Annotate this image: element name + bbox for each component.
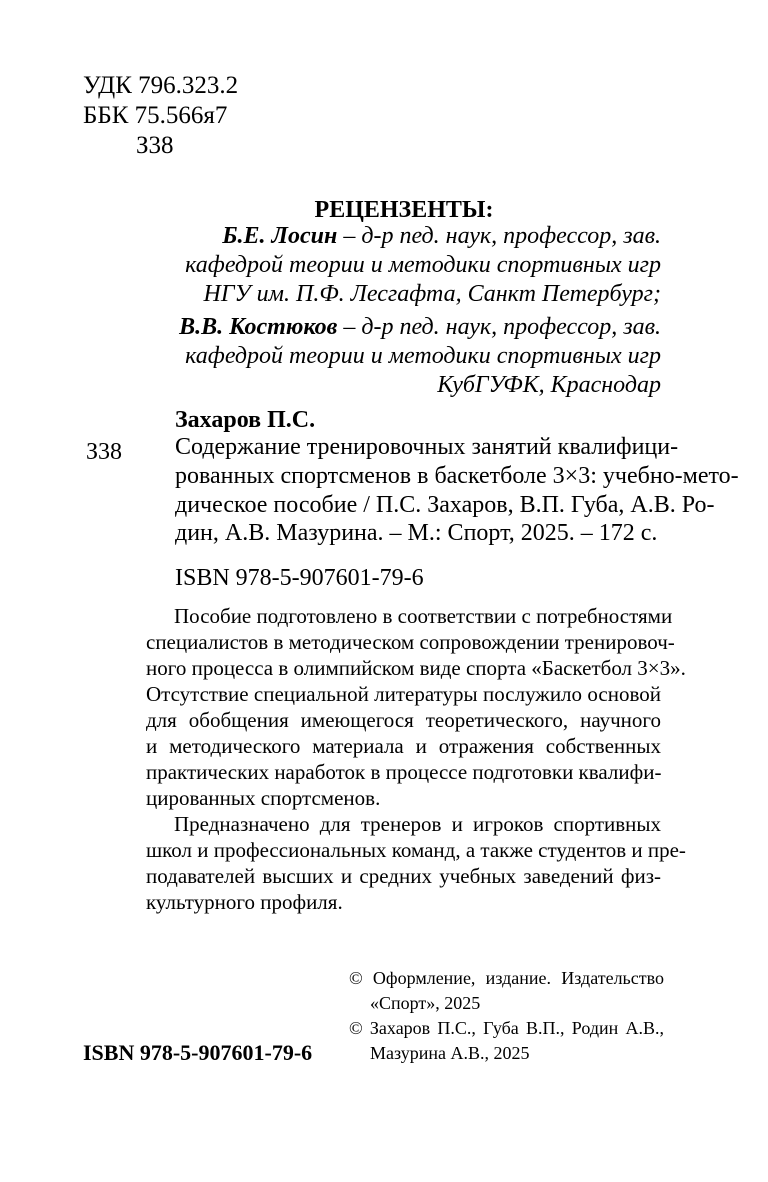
catalog-cutter-mark: З38 <box>86 439 123 465</box>
annotation-line: подавателей высших и средних учебных заведений физ- <box>146 864 661 888</box>
annotation-line: для обобщения имеющегося теоретического, научного <box>146 708 661 732</box>
reviewer-degree: – д-р пед. наук, профессор, зав. <box>337 314 661 340</box>
reviewer-name: Б.Е. Лосин <box>222 223 338 249</box>
copyright-line: © Оформление, издание. Издательство <box>349 968 664 988</box>
catalog-author: Захаров П.С. <box>175 407 316 433</box>
description-line: дическое пособие / П.С. Захаров, В.П. Губа, А.В. Ро- <box>175 491 715 518</box>
reviewer-department: кафедрой теории и методики спортивных игр <box>185 252 661 278</box>
copyright-block <box>349 966 664 1066</box>
annotation-line: цированных спортсменов. <box>146 786 381 810</box>
author-mark: З38 <box>136 132 174 159</box>
bbk-code: ББК 75.566я7 <box>83 102 228 129</box>
annotation-line: школ и профессиональных команд, а также студентов и пре- <box>146 838 686 862</box>
copyright-line: © Захаров П.С., Губа В.П., Родин А.В., <box>349 1018 664 1038</box>
catalog-description <box>175 433 739 548</box>
reviewer-institution: КубГУФК, Краснодар <box>437 372 661 398</box>
annotation <box>146 603 686 915</box>
reviewer-department: кафедрой теории и методики спортивных игр <box>185 343 661 369</box>
reviewer-block <box>179 313 661 400</box>
reviewers-title: РЕЦЕНЗЕНТЫ: <box>314 197 494 223</box>
annotation-line: специалистов в методическом сопровождении тренировоч- <box>146 630 675 654</box>
annotation-line: Предназначено для тренеров и игроков спортивных <box>174 812 661 836</box>
annotation-line: Отсутствие специальной литературы послужило основой <box>146 682 661 706</box>
reviewer-block <box>185 222 661 309</box>
footer-isbn: ISBN 978-5-907601-79-6 <box>83 1040 313 1065</box>
description-line: дин, А.В. Мазурина. – М.: Спорт, 2025. – 172 с. <box>175 520 658 547</box>
annotation-line: и методического материала и отражения собственных <box>146 734 661 758</box>
annotation-line: Пособие подготовлено в соответствии с потребностями <box>174 604 673 628</box>
catalog-isbn: ISBN 978-5-907601-79-6 <box>175 565 424 591</box>
annotation-line: ного процесса в олимпийском виде спорта «Баскетбол 3×3». <box>146 656 686 680</box>
copyright-line: «Спорт», 2025 <box>370 993 481 1013</box>
reviewer-degree: – д-р пед. наук, профессор, зав. <box>337 223 661 249</box>
reviewer-institution: НГУ им. П.Ф. Лесгафта, Санкт Петербург; <box>203 281 661 307</box>
description-line: Содержание тренировочных занятий квалифици- <box>175 434 679 460</box>
udk-code: УДК 796.323.2 <box>83 72 239 99</box>
annotation-line: практических наработок в процессе подготовки квалифи- <box>146 760 662 784</box>
description-line: рованных спортсменов в баскетболе 3×3: учебно-мето- <box>175 462 739 489</box>
classification-codes <box>83 71 238 161</box>
reviewer-name: В.В. Костюков <box>179 314 338 340</box>
annotation-line: культурного профиля. <box>146 890 343 914</box>
copyright-line: Мазурина А.В., 2025 <box>370 1043 530 1063</box>
